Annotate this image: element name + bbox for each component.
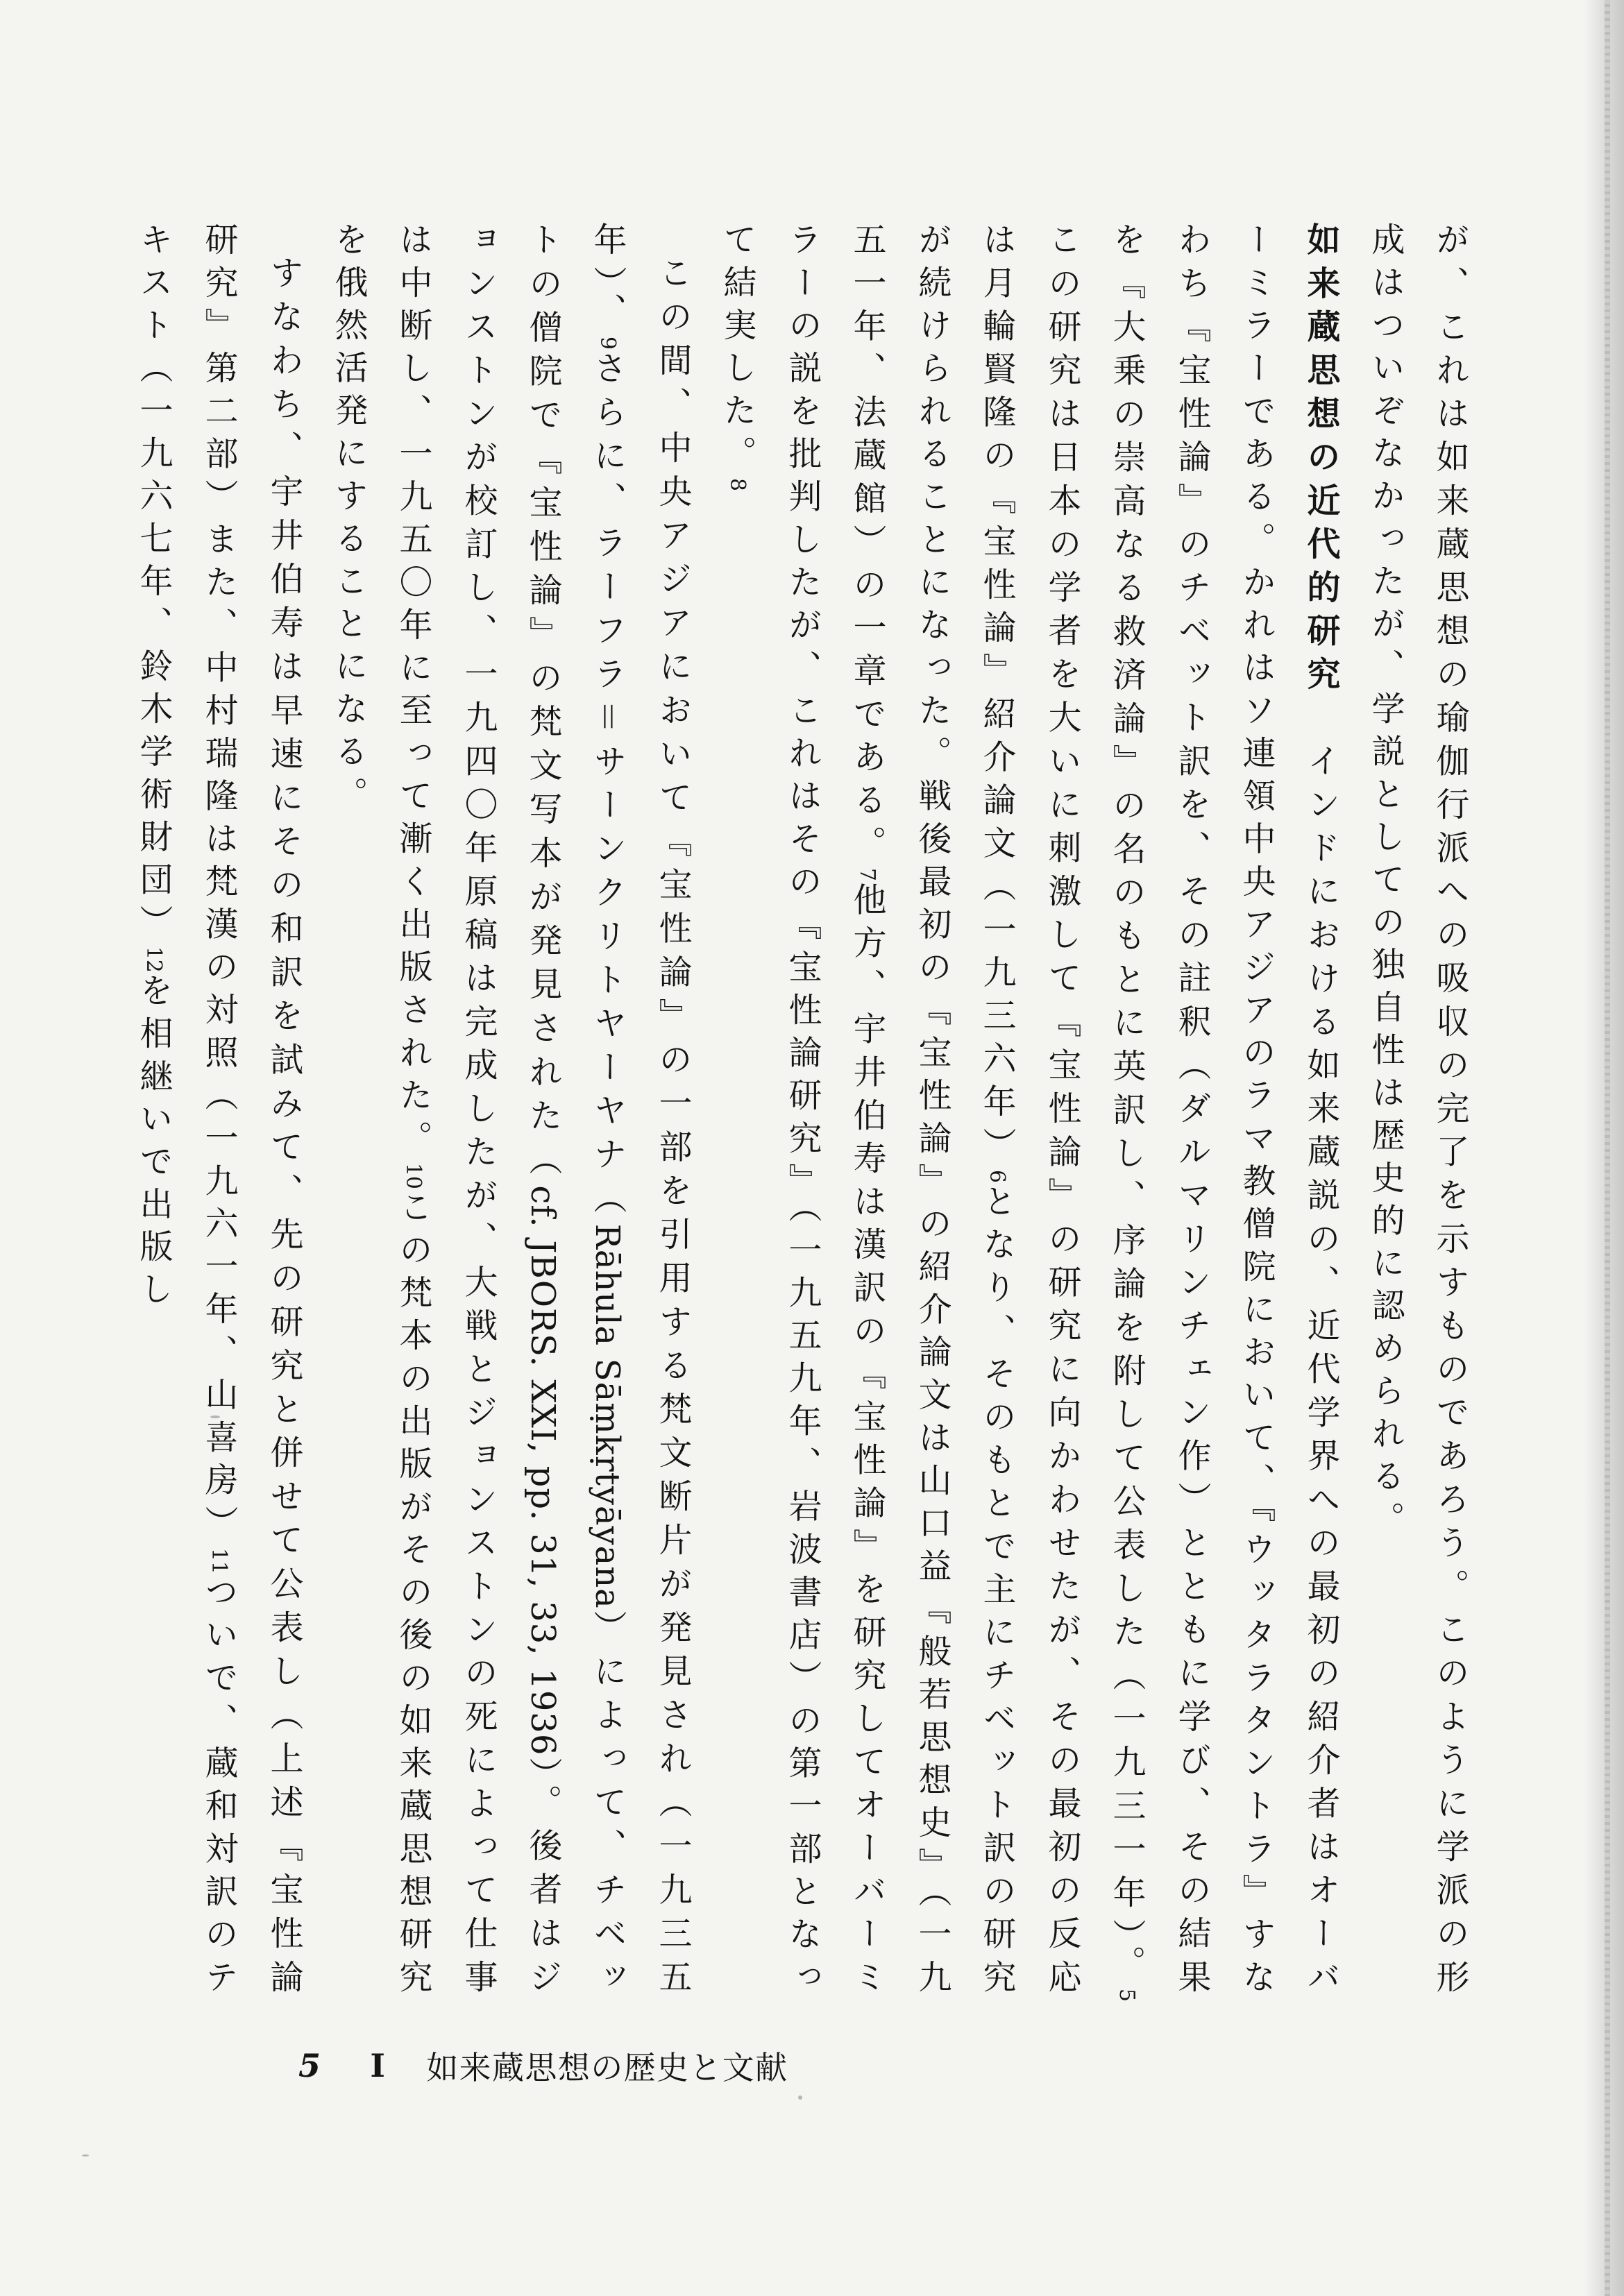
running-footer bbox=[298, 2041, 788, 2090]
paragraph-text: となり、そのもとで主にチベット訳の研究が続けられることになった。戦後最初の『宝性論』の紹介論文は山口益『般若思想史』（一九五一年、法蔵館）の一章である。 bbox=[847, 222, 1016, 2002]
scan-speck bbox=[82, 2154, 89, 2157]
chapter-title: 如来蔵思想の歴史と文献 bbox=[426, 2049, 788, 2086]
paragraph-text: この梵本の出版がその後の如来蔵思想研究を俄然活発にすることになる。 bbox=[329, 222, 432, 2002]
scan-speck bbox=[798, 2095, 802, 2100]
footnote-marker: 8 bbox=[725, 477, 750, 491]
body-text bbox=[134, 222, 1482, 2002]
paragraph bbox=[316, 222, 704, 2002]
paragraph bbox=[121, 222, 316, 2002]
paragraph-text: ）。後者はジョンストンが校訂し、一九四〇年原稿は完成したが、大戦とジョンストンの死によって仕事は中断し、一九五〇年に至って漸く出版された。 bbox=[394, 222, 562, 2002]
footnote-marker: 12 bbox=[142, 946, 166, 973]
paragraph-text: が、これは如来蔵思想の瑜伽行派への吸収の完了を示すものであろう。このように学派の形成はついぞなかったが、学説としての独自性は歴史的に認められる。 bbox=[1366, 222, 1469, 2002]
paragraph-text: 他方、宇井伯寿は漢訳の『宝性論』を研究してオーバーミラーの説を批判したが、これはその『宝性論研究』（一九五九年、岩波書店）の第一部となって結実した。 bbox=[718, 222, 886, 2002]
romanized-name: Rāhula Sāṃkṛtyāyana bbox=[588, 1223, 627, 1609]
paragraph-text: インドにおける如来蔵説の、近代学界への最初の紹介者はオーバーミラーである。かれはソ連領中央アジアのラマ教僧院において、『ウッタラタントラ』すなわち『宝性論』のチベット訳を、その註釈（ダルマリンチェン作）とともに学び、その結果を『大乗の崇高なる救済論』の名のもとに英訳し、序論を附して公表した（一九三一年）。 bbox=[1107, 222, 1340, 2002]
paragraph bbox=[704, 222, 1353, 2002]
footnote-marker: 9 bbox=[595, 336, 620, 350]
paragraph-text: さらに、ラーフラ＝サーンクリトヤーヤナ（ bbox=[588, 349, 627, 1224]
footnote-marker: 6 bbox=[985, 1170, 1009, 1184]
footnote-marker: 5 bbox=[1115, 1989, 1139, 2002]
paragraph-text: ）によって、チベットの僧院で『宝性論』の梵文写本が発見された（ bbox=[523, 222, 627, 2002]
paragraph-text: この研究は日本の学者を大いに刺激して『宝性論』の研究に向かわせたが、その最初の反応は月輪賢隆の『宝性論』紹介論文（一九三六年） bbox=[977, 222, 1081, 2002]
page-edge-shadow bbox=[1584, 0, 1624, 2296]
footnote-marker: 7 bbox=[855, 868, 879, 882]
footnote-marker: 10 bbox=[401, 1163, 425, 1189]
paragraph bbox=[1353, 222, 1482, 2002]
paragraph-text: を相継いで出版し bbox=[134, 973, 173, 1314]
binding-edge bbox=[1605, 0, 1610, 2296]
footnote-marker: 11 bbox=[207, 1547, 231, 1574]
citation: cf. JBORS. XXI, pp. 31, 33, 1936 bbox=[523, 1185, 562, 1756]
section-heading: 如来蔵思想の近代的研究 bbox=[1301, 222, 1340, 700]
paragraph-text: この間、中央アジアにおいて『宝性論』の一部を引用する梵文断片が発見され（一九三五年）、 bbox=[588, 222, 692, 2002]
paragraph-text: すなわち、宇井伯寿は早速にその和訳を試みて、先の研究と併せて公表し（上述『宝性論研究』第二部）また、中村瑞隆は梵漢の対照（一九六一年、山喜房） bbox=[199, 222, 303, 2002]
page-number: 5 bbox=[298, 2047, 322, 2084]
paragraph-text: ついで、蔵和対訳のテキスト（一九六七年、鈴木学術財団） bbox=[134, 222, 238, 2002]
section-number: I bbox=[370, 2047, 387, 2084]
